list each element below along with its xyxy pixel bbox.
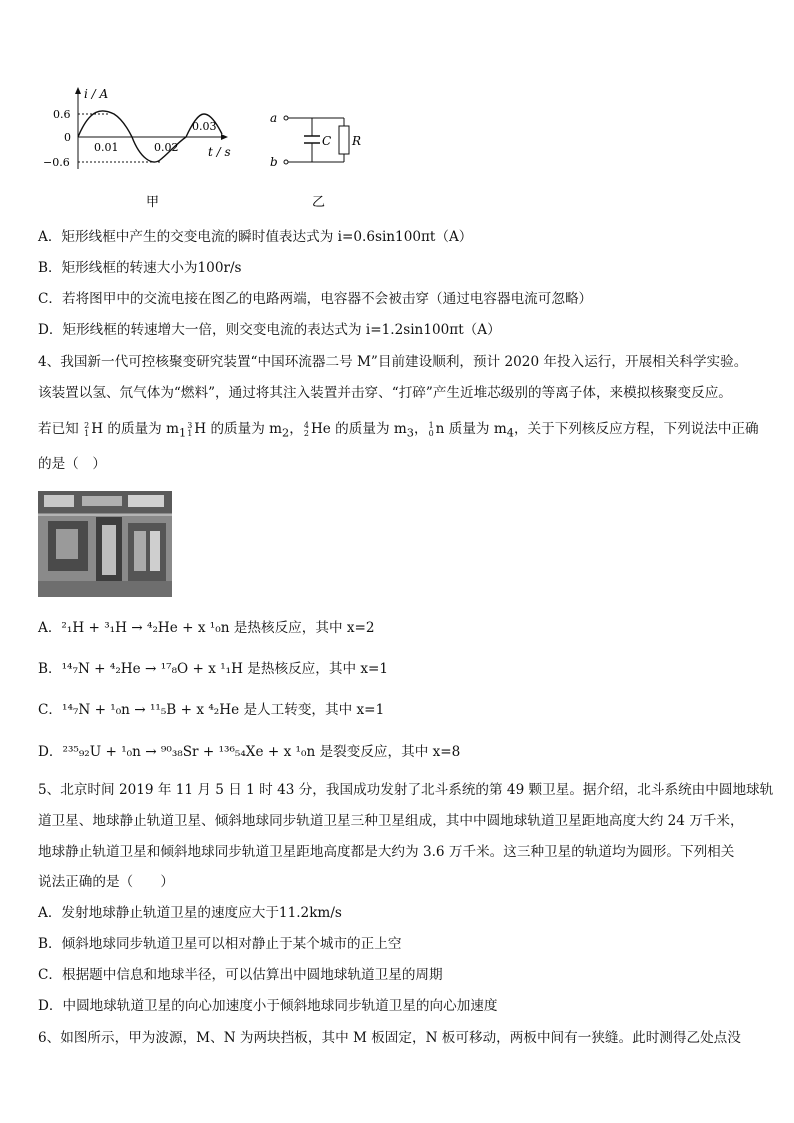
sine-curve: [78, 111, 222, 162]
q4-stem-line-2: 该装置以氢、氘气体为“燃料”，通过将其注入装置并击穿、“打碎”产生近堆芯级别的等离子体，来模拟核聚变反应。: [38, 385, 732, 401]
option-text: 是人工转变，其中 x=1: [239, 702, 385, 718]
q4-stem-line-3: 若已知 2 1 H 的质量为 $m_1$ 3 1 H 的质量为 $m_2$， 4 2 He 的质量为 $m_3$， 1 0 n 质量为 $m_4$，关于下列核反应方程，下列说法中正确: [38, 420, 759, 440]
figure-yi-circuit: [262, 100, 372, 215]
photo-drawing: [38, 491, 172, 597]
option-letter: A．: [38, 229, 62, 245]
q3-option-a: [38, 227, 472, 247]
option-text: 中圆地球轨道卫星的向心加速度小于倾斜地球同步轨道卫星的向心加速度: [62, 998, 498, 1014]
option-letter: D．: [38, 322, 63, 338]
text: He 的质量为 m: [310, 421, 407, 437]
terminal-b-label: b: [270, 155, 278, 169]
nuclide-h2: 2 1: [84, 420, 90, 438]
fusion-device-photo: [38, 491, 172, 597]
y-axis-label: i / A: [84, 87, 109, 101]
option-equation: ¹⁴₇N + ⁴₂He → ¹⁷₈O + x ¹₁H: [61, 661, 243, 677]
capacitor-label: C: [322, 134, 332, 148]
y-tick-zero: 0: [64, 131, 71, 144]
option-text: 若将图甲中的交流电接在图乙的电路两端，电容器不会被击穿（通过电容器电流可忽略）: [62, 291, 593, 307]
figure-caption-yi: 乙: [312, 195, 326, 210]
option-letter: B．: [38, 661, 62, 677]
option-letter: A．: [38, 905, 62, 921]
text: n 质量为 m: [435, 421, 507, 437]
option-text: 矩形线框的转速大小为100r/s: [61, 260, 242, 276]
terminal-b: [284, 160, 288, 164]
figure-jia-sine-graph: [40, 84, 240, 214]
option-text: 矩形线框中产生的交变电流的瞬时值表达式为 i=0.6sin100πt（A）: [61, 229, 473, 245]
resistor-label: R: [352, 134, 362, 148]
nuclide-he4: 4 2: [303, 420, 309, 438]
option-equation: ²₁H + ³₁H → ⁴₂He + x ¹₀n: [61, 620, 230, 636]
q3-option-c: [38, 289, 592, 309]
q4-stem-line-1: 4、我国新一代可控核聚变研究装置“中国环流器二号 M”目前建设顺利，预计 2020 年投入运行，开展相关科学实验。: [38, 354, 748, 370]
y-tick-top: 0.6: [53, 108, 71, 121]
option-text: 是热核反应，其中 x=1: [242, 661, 389, 677]
text: H 的质量为 m: [194, 421, 283, 437]
option-letter: A．: [38, 620, 62, 636]
option-text: 根据题中信息和地球半径，可以估算出中圆地球轨道卫星的周期: [62, 967, 443, 983]
option-equation: ²³⁵₉₂U + ¹₀n → ⁹⁰₃₈Sr + ¹³⁶₅₄Xe + x ¹₀n: [62, 744, 316, 760]
x-axis-arrow: [221, 134, 228, 140]
nuclide-h3: 3 1: [187, 420, 193, 438]
option-text: 倾斜地球同步轨道卫星可以相对静止于某个城市的正上空: [61, 936, 402, 952]
option-equation: ¹⁴₇N + ¹₀n → ¹¹₅B + x ⁴₂He: [62, 702, 240, 718]
q5-option-d: [38, 996, 498, 1016]
option-letter: D．: [38, 744, 63, 760]
q3-option-b: [38, 258, 242, 278]
option-letter: C．: [38, 291, 62, 307]
q5-option-a: [38, 903, 342, 923]
q4-option-d: [38, 742, 460, 762]
option-letter: B．: [38, 936, 62, 952]
option-text: 矩形线框的转速增大一倍，则交变电流的表达式为 i=1.2sin100πt（A）: [62, 322, 501, 338]
text: ，关于下列核反应方程，下列说法中正确: [513, 421, 759, 437]
option-text: 发射地球静止轨道卫星的速度应大于11.2km/s: [61, 905, 342, 921]
q5-stem-line-4: 说法正确的是（ ）: [38, 874, 174, 890]
option-letter: B．: [38, 260, 62, 276]
nuclide-n: 1 0: [428, 420, 434, 438]
text: H 的质量为 m: [91, 421, 179, 437]
option-letter: C．: [38, 702, 62, 718]
y-axis-arrow: [75, 87, 81, 94]
text: 若已知: [38, 421, 79, 437]
q4-stem-line-4: 的是（ ）: [38, 456, 106, 472]
option-text: 是裂变反应，其中 x=8: [315, 744, 461, 760]
figure-caption-jia: 甲: [146, 195, 160, 210]
y-tick-bottom: −0.6: [43, 156, 70, 169]
q5-option-b: [38, 934, 401, 954]
q3-option-d: [38, 320, 501, 340]
option-letter: D．: [38, 998, 63, 1014]
option-letter: C．: [38, 967, 62, 983]
x-axis-label: t / s: [208, 145, 231, 159]
q5-stem-line-3: 地球静止轨道卫星和倾斜地球同步轨道卫星距地高度都是大约为 3.6 万千米。这三种卫星的轨道均为圆形。下列相关: [38, 844, 735, 860]
q5-stem-line-1: 5、北京时间 2019 年 11 月 5 日 1 时 43 分，我国成功发射了北斗系统的第 49 颗卫星。据介绍，北斗系统由中圆地球轨: [38, 782, 774, 798]
q5-stem-line-2: 道卫星、地球静止轨道卫星、倾斜地球同步轨道卫星三种卫星组成，其中中圆地球轨道卫星距地高度大约 24 万千米，: [38, 813, 744, 829]
resistor: [339, 126, 349, 154]
terminal-a: [284, 116, 288, 120]
q4-option-b: [38, 659, 388, 679]
x-tick-1: 0.01: [94, 141, 119, 154]
q4-option-a: [38, 618, 375, 638]
option-text: 是热核反应，其中 x=2: [229, 620, 375, 636]
q4-option-c: [38, 700, 384, 720]
q6-stem-line-1: 6、如图所示，甲为波源，M、N 为两块挡板，其中 M 板固定，N 板可移动，两板中间有一狭缝。此时测得乙处点没: [38, 1030, 741, 1046]
q5-option-c: [38, 965, 443, 985]
x-tick-2: 0.02: [154, 141, 179, 154]
x-tick-3: 0.03: [192, 120, 217, 133]
terminal-a-label: a: [270, 111, 278, 125]
